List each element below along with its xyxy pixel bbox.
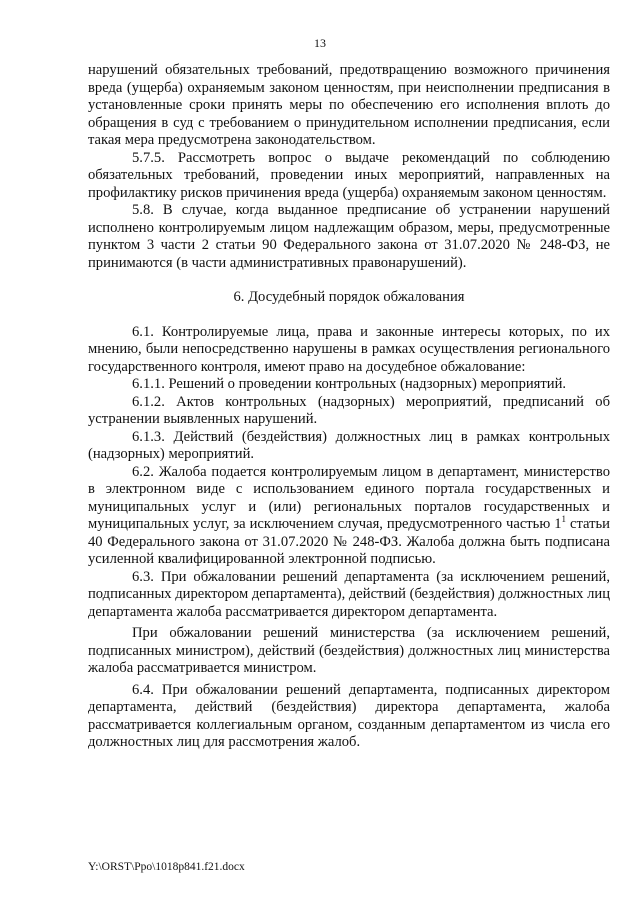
paragraph-6-3-ministry: При обжаловании решений министерства (за исключением решений, подписанных министром), действий (бездействия) должностных лиц министерства жалоба рассматривается министром. — [88, 625, 610, 676]
section-heading: 6. Досудебный порядок обжалования — [233, 289, 465, 305]
page-number: 13 — [314, 36, 326, 50]
paragraph-6-3: 6.3. При обжаловании решений департамента (за исключением решений, подписанных директором департамента), действий (бездействия) должностных лиц департамента жалоба рассматривается директором департамента. — [88, 568, 611, 620]
paragraph-5-7-5: 5.7.5. Рассмотреть вопрос о выдаче рекомендаций по соблюдению обязательных требований, проведении иных мероприятий, направленных на профилактику рисков причинения вреда (ущерба) охраняемым законом ценностям. — [88, 149, 610, 201]
document-body — [88, 62, 610, 752]
paragraph-6-1-3: 6.1.3. Действий (бездействия) должностных лиц в рамках контрольных (надзорных) мероприятий. — [88, 428, 610, 462]
paragraph-6-1: 6.1. Контролируемые лица, права и законные интересы которых, по их мнению, были непосредственно нарушены в рамках осуществления регионального государственного контроля, имеют право на досудебное обжалование: — [88, 323, 610, 375]
footer-file-path: Y:\ORST\Ppo\1018p841.f21.docx — [88, 861, 245, 873]
paragraph-6-1-1: 6.1.1. Решений о проведении контрольных (надзорных) мероприятий. — [132, 376, 567, 392]
paragraph-6-2-part-b: статьи 40 Федерального закона от 31.07.2020 № 248-ФЗ. Жалоба должна быть подписана усиленной квалифицированной электронной подписью. — [88, 516, 610, 567]
paragraph-6-2-part-a: 6.2. Жалоба подается контролируемым лицом в департамент, министерство в электронном виде с использованием единого портала государственных и муниципальных услуг и (или) региональных порталов государственных и муниципальных услуг, за исключением случая, предусмотренного частью 1 — [88, 463, 610, 532]
paragraph-5-8: 5.8. В случае, когда выданное предписание об устранении нарушений исполнено контролируемым лицом надлежащим образом, меры, предусмотренные пунктом 3 части 2 статьи 90 Федерального закона от 31.07.2020 № 248-ФЗ, не принимаются (в части административных правонарушений). — [88, 202, 610, 271]
superscript-index: 1 — [561, 514, 567, 525]
paragraph-6-1-2: 6.1.2. Актов контрольных (надзорных) мероприятий, предписаний об устранении выявленных нарушений. — [88, 393, 610, 427]
paragraph-6-4: 6.4. При обжаловании решений департамента, подписанных директором департамента, действий (бездействия) директора департамента, жалоба рассматривается коллегиальным органом, созданным департаментом из числа его должностных лиц для рассмотрения жалоб. — [88, 681, 610, 750]
paragraph-6-2 — [88, 464, 610, 569]
paragraph-continuation: нарушений обязательных требований, предотвращению возможного причинения вреда (ущерба) охраняемым законом ценностям, при неисполнении предписания в установленные сроки принять меры по обеспечению его исполнения вплоть до обращения в суд с требованием о принудительном исполнении предписания, если такая мера предусмотрена законодательством. — [88, 62, 610, 148]
